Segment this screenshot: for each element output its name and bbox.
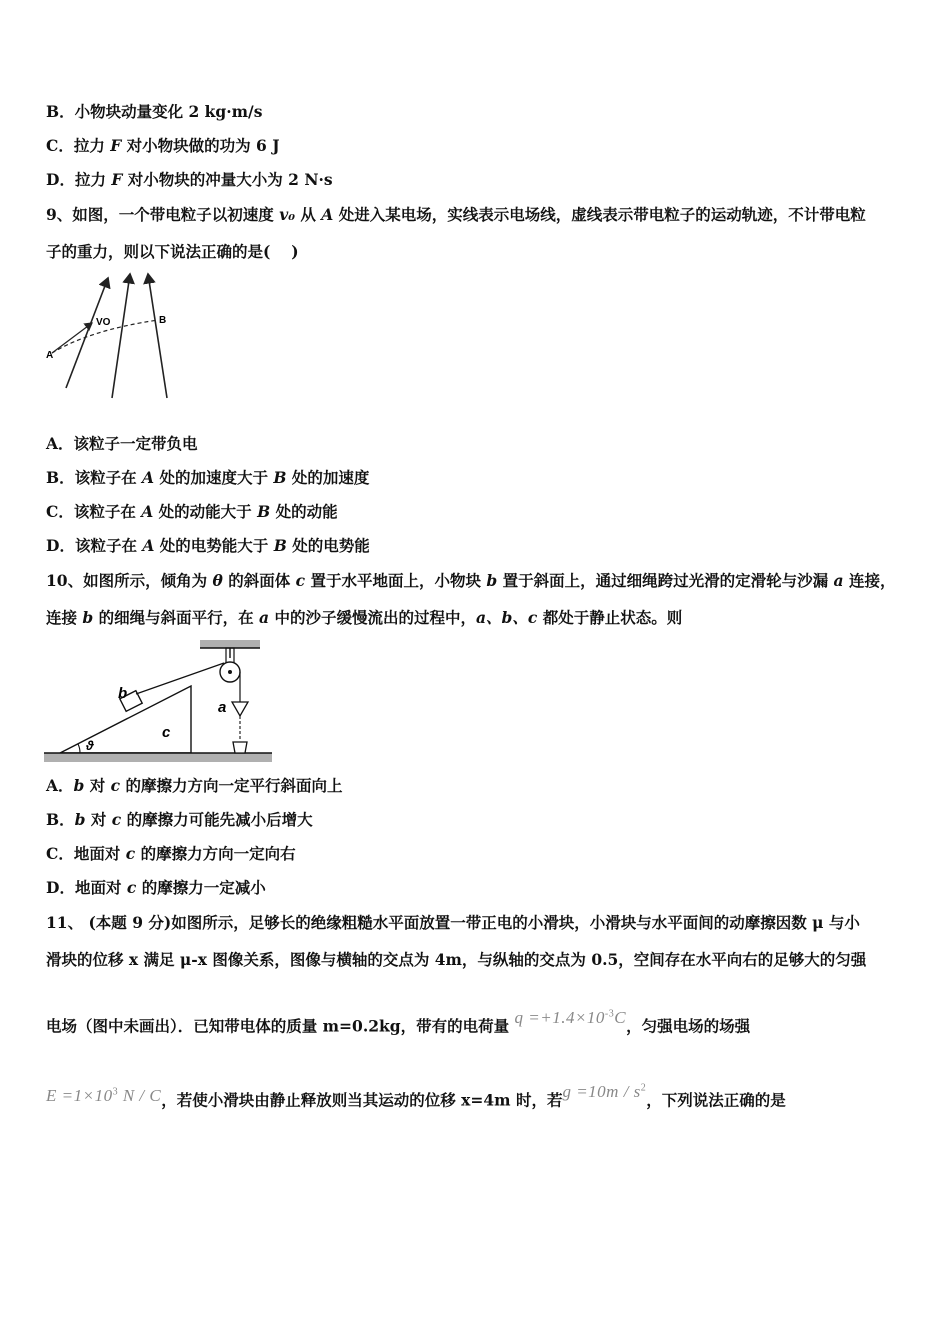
field-line-3 (148, 274, 167, 398)
gravity-formula: $g =10m / s^2$ (562, 1081, 647, 1101)
q9-stem-line1: 9、如图，一个带电粒子以初速度 v₀ 从 A 处进入某电场，实线表示电场线，虚线表示带电粒子的运动轨迹，不计带电粒 (46, 205, 866, 224)
q9-option-c: C．该粒子在 A 处的动能大于 B 处的动能 (46, 502, 338, 521)
ceiling (200, 640, 260, 648)
field-strength-formula: $E =1\times 10^3$ N / C (46, 1085, 162, 1105)
q10-incline-pulley-figure (44, 636, 274, 766)
q10-option-a: A．b 对 c 的摩擦力方向一定平行斜面向上 (46, 776, 343, 795)
ground (44, 753, 272, 762)
label-theta: ϑ (86, 738, 94, 753)
q11-stem-line2: 滑块的位移 x 满足 μ-x 图像关系，图像与横轴的交点为 4m，与纵轴的交点为 0.5，空间存在水平向右的足够大的匀强 (46, 950, 867, 969)
field-line-1 (66, 278, 108, 388)
q9-option-d: D．该粒子在 A 处的电势能大于 B 处的电势能 (46, 536, 370, 555)
q11-stem-line1: 11、 (本题 9 分)如图所示，足够长的绝缘粗糙水平面放置一带正电的小滑块，小滑块与水平面间的动摩擦因数 μ 与小 (46, 913, 860, 932)
charge-formula: $q =+1.4\times 10^{-3}C$ (514, 1007, 627, 1027)
q9-option-a: A．该粒子一定带负电 (46, 434, 198, 453)
sand-funnel-a (232, 702, 248, 716)
q8-option-c: C．拉力 F 对小物块做的功为 6 J (46, 136, 280, 155)
label-a: A (46, 350, 54, 361)
label-incline-c: c (162, 724, 171, 741)
q11-stem-line3: 电场（图中未画出）．已知带电体的质量 m=0.2kg，带有的电荷量 $q =+1.4\times 10^{-3}C$，匀强电场的场强 (46, 1007, 751, 1036)
q9-electric-field-figure (40, 268, 180, 403)
q9-stem-line2: 子的重力，则以下说法正确的是( ) (46, 242, 299, 261)
label-b: B (159, 315, 167, 326)
q10-option-d: D．地面对 c 的摩擦力一定减小 (46, 878, 266, 897)
q9-option-b: B．该粒子在 A 处的加速度大于 B 处的加速度 (46, 468, 370, 487)
pulley-axle (228, 670, 232, 674)
velocity-vector-v0 (52, 323, 92, 353)
rope-b-to-pulley (136, 663, 224, 694)
field-line-2 (112, 274, 130, 398)
label-block-b: b (118, 685, 128, 702)
q10-option-c: C．地面对 c 的摩擦力方向一定向右 (46, 844, 296, 863)
q11-stem-line4: $E =1\times 10^3$ N / C，若使小滑块由静止释放则当其运动的位移 x=4m 时，若$g =10m / s^2$，下列说法正确的是 (46, 1081, 786, 1110)
q10-stem-line2: 连接 b 的细绳与斜面平行，在 a 中的沙子缓慢流出的过程中，a、b、c 都处于静止状态。则 (46, 608, 683, 627)
label-funnel-a: a (218, 699, 227, 716)
label-v0: VO (96, 317, 111, 328)
q10-option-b: B．b 对 c 的摩擦力可能先减小后增大 (46, 810, 313, 829)
q8-option-b: B．小物块动量变化 2 kg·m/s (46, 102, 263, 121)
q10-stem-line1: 10、如图所示，倾角为 θ 的斜面体 c 置于水平地面上，小物块 b 置于斜面上，通过细绳跨过光滑的定滑轮与沙漏 a 连接， (46, 571, 896, 590)
sand-cup (233, 742, 247, 753)
q8-option-d: D．拉力 F 对小物块的冲量大小为 2 N·s (46, 170, 333, 189)
